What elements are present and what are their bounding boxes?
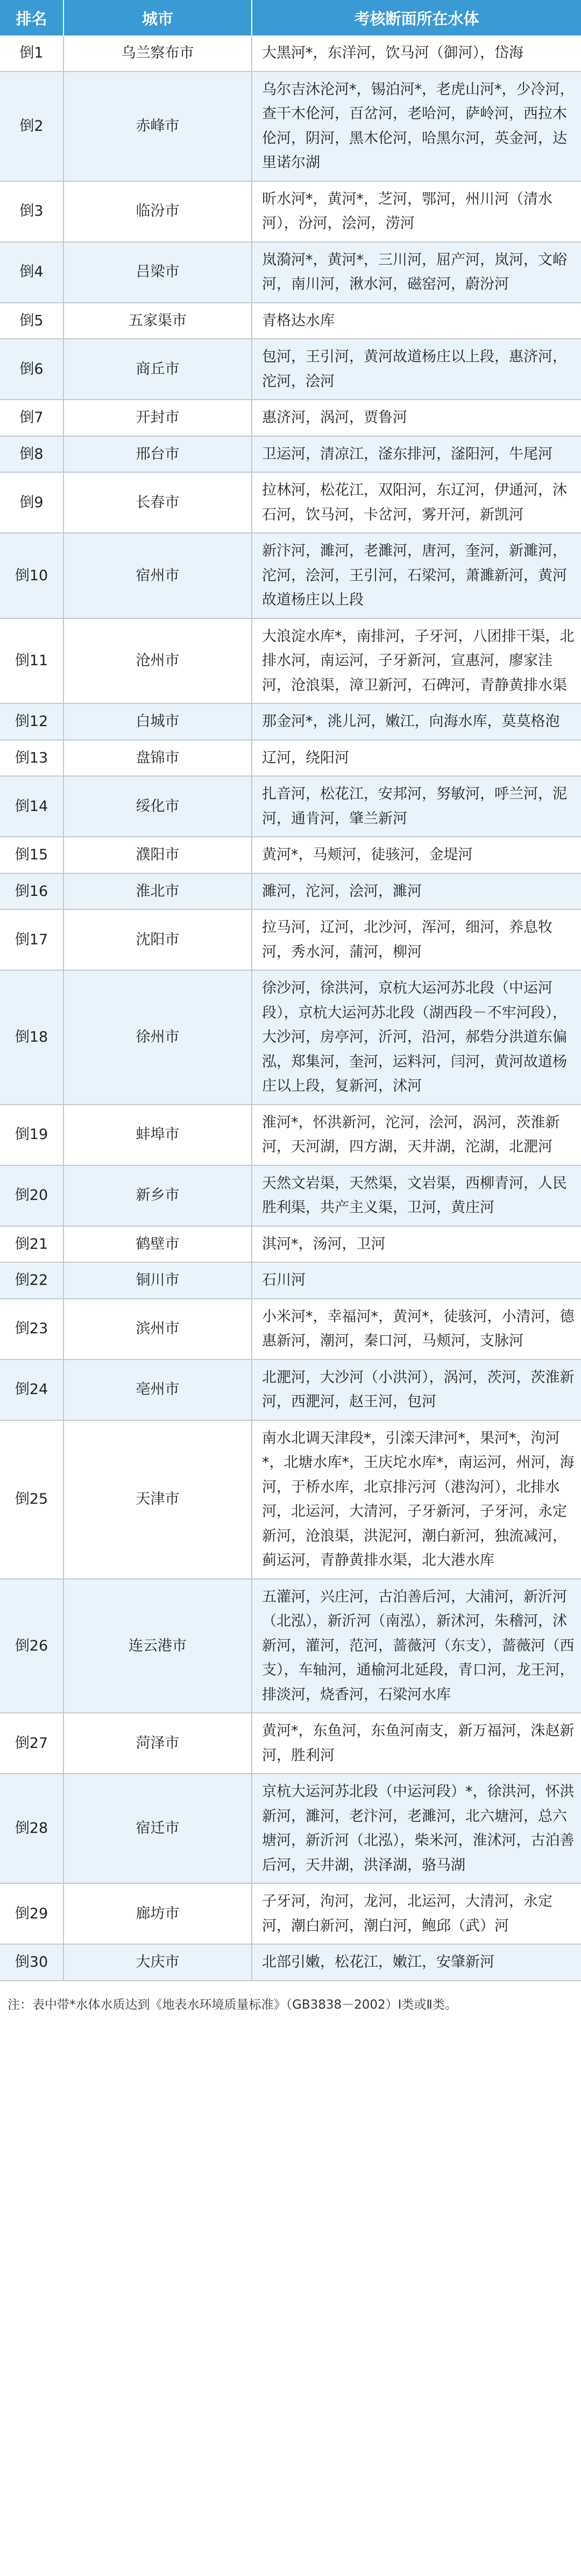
water-body-cell: 小米河*，幸福河*，黄河*，徒骇河，小清河，德惠新河，潮河，秦口河，马颊河，支脉河 — [252, 1299, 581, 1360]
rank-cell: 倒6 — [0, 339, 63, 400]
table-row — [0, 242, 581, 303]
table-row — [0, 1883, 581, 1944]
table-row — [0, 436, 581, 473]
city-cell: 濮阳市 — [63, 837, 252, 873]
rank-cell: 倒1 — [0, 35, 63, 72]
water-body-cell: 南水北调天津段*，引滦天津河*，果河*，泃河*，北塘水库*，王庆坨水库*，南运河，州河，海河，于桥水库，北京排污河（港沟河），北排水河，北运河，大清河，子牙新河，子牙河，永定新河，沧浪渠，洪泥河，潮白新河，独流减河，蓟运河，青静黄排水渠，北大港水库 — [252, 1420, 581, 1579]
city-cell: 徐州市 — [63, 970, 252, 1105]
table-row — [0, 72, 581, 181]
water-body-cell: 岚漪河*，黄河*，三川河，屈产河，岚河，文峪河，南川河，湫水河，磁窑河，蔚汾河 — [252, 242, 581, 303]
rank-cell: 倒30 — [0, 1944, 63, 1981]
city-cell: 白城市 — [63, 703, 252, 740]
city-cell: 大庆市 — [63, 1944, 252, 1981]
water-body-cell: 北淝河，大沙河（小洪河），涡河，茨河，茨淮新河，西淝河，赵王河，包河 — [252, 1360, 581, 1420]
city-cell: 天津市 — [63, 1420, 252, 1579]
table-row — [0, 1105, 581, 1165]
table-row — [0, 1165, 581, 1226]
water-body-cell: 黄河*，马颊河，徒骇河，金堤河 — [252, 837, 581, 873]
city-cell: 菏泽市 — [63, 1713, 252, 1774]
water-body-cell: 卫运河，清凉江，滏东排河，滏阳河，牛尾河 — [252, 436, 581, 473]
table-row — [0, 909, 581, 970]
table-header-row — [0, 0, 581, 35]
water-body-cell: 扎音河，松花江，安邦河，努敏河，呼兰河，泥河，通肯河，肇兰新河 — [252, 776, 581, 837]
table-row — [0, 1299, 581, 1360]
header-city: 城市 — [63, 0, 252, 35]
city-cell: 盘锦市 — [63, 740, 252, 777]
table-row — [0, 1262, 581, 1299]
water-body-cell: 那金河*，洮儿河，嫩江，向海水库，莫莫格泡 — [252, 703, 581, 740]
water-body-cell: 北部引嫩，松花江，嫩江，安肇新河 — [252, 1944, 581, 1981]
table-row — [0, 472, 581, 533]
city-cell: 鹤壁市 — [63, 1226, 252, 1263]
water-body-cell: 包河，王引河，黄河故道杨庄以上段，惠济河，沱河，浍河 — [252, 339, 581, 400]
table-row — [0, 1360, 581, 1420]
rank-cell: 倒15 — [0, 837, 63, 873]
city-cell: 连云港市 — [63, 1579, 252, 1713]
rank-cell: 倒14 — [0, 776, 63, 837]
water-body-cell: 黄河*，东鱼河，东鱼河南支，新万福河，洙赵新河，胜利河 — [252, 1713, 581, 1774]
rank-cell: 倒5 — [0, 303, 63, 339]
city-cell: 长春市 — [63, 472, 252, 533]
water-body-cell: 辽河，绕阳河 — [252, 740, 581, 777]
rank-cell: 倒10 — [0, 533, 63, 618]
rank-cell: 倒29 — [0, 1883, 63, 1944]
water-body-cell: 淮河*，怀洪新河，沱河，浍河，涡河，茨淮新河，天河湖，四方湖，天井湖，沱湖，北淝河 — [252, 1105, 581, 1165]
water-body-cell: 濉河，沱河，浍河，濉河 — [252, 873, 581, 910]
rank-cell: 倒19 — [0, 1105, 63, 1165]
water-body-cell: 子牙河，泃河，龙河，北运河，大清河，永定河，潮白新河，潮白河，鲍邱（武）河 — [252, 1883, 581, 1944]
water-body-cell: 昕水河*，黄河*，芝河，鄂河，州川河（清水河），汾河，浍河，涝河 — [252, 181, 581, 242]
city-cell: 亳州市 — [63, 1360, 252, 1420]
rank-cell: 倒3 — [0, 181, 63, 242]
rank-cell: 倒8 — [0, 436, 63, 473]
water-body-cell: 徐沙河，徐洪河，京杭大运河苏北段（中运河段），京杭大运河苏北段（湖西段－不牢河段），大沙河，房亭河，沂河，沿河，郝砦分洪道东偏泓，郑集河，奎河，运料河，闫河，黄河故道杨庄以上段，复新河，沭河 — [252, 970, 581, 1105]
rank-cell: 倒12 — [0, 703, 63, 740]
table-row — [0, 970, 581, 1105]
city-cell: 吕梁市 — [63, 242, 252, 303]
rank-cell: 倒25 — [0, 1420, 63, 1579]
rank-cell: 倒27 — [0, 1713, 63, 1774]
city-cell: 铜川市 — [63, 1262, 252, 1299]
rank-cell: 倒9 — [0, 472, 63, 533]
rank-cell: 倒24 — [0, 1360, 63, 1420]
table-row — [0, 35, 581, 72]
water-body-cell: 京杭大运河苏北段（中运河段）*，徐洪河，怀洪新河，濉河，老汴河，老濉河，北六塘河，总六塘河，新沂河（北泓），柴米河，淮沭河，古泊善后河，天井湖，洪泽湖，骆马湖 — [252, 1774, 581, 1883]
city-cell: 邢台市 — [63, 436, 252, 473]
water-body-cell: 惠济河，涡河，贾鲁河 — [252, 400, 581, 436]
city-cell: 廊坊市 — [63, 1883, 252, 1944]
rank-cell: 倒26 — [0, 1579, 63, 1713]
table-row — [0, 776, 581, 837]
water-body-cell: 新汴河，濉河，老濉河，唐河，奎河，新濉河，沱河，浍河，王引河，石梁河，萧濉新河，黄河故道杨庄以上段 — [252, 533, 581, 618]
table-row — [0, 339, 581, 400]
rank-cell: 倒4 — [0, 242, 63, 303]
rank-cell: 倒7 — [0, 400, 63, 436]
rank-cell: 倒13 — [0, 740, 63, 777]
city-cell: 商丘市 — [63, 339, 252, 400]
water-body-cell: 拉林河，松花江，双阳河，东辽河，伊通河，沐石河，饮马河，卡岔河，雾开河，新凯河 — [252, 472, 581, 533]
table-row — [0, 618, 581, 704]
city-cell: 五家渠市 — [63, 303, 252, 339]
city-cell: 临汾市 — [63, 181, 252, 242]
table-row — [0, 1226, 581, 1263]
table-row — [0, 303, 581, 339]
table-row — [0, 1713, 581, 1774]
water-body-cell: 乌尔吉沐沦河*，锡泊河*，老虎山河*，少冷河，查干木伦河，百岔河，老哈河，萨岭河，西拉木伦河，阴河，黑木伦河，哈黑尔河，英金河，达里诺尔湖 — [252, 72, 581, 181]
city-cell: 绥化市 — [63, 776, 252, 837]
city-cell: 宿迁市 — [63, 1774, 252, 1883]
table-footnote: 注：表中带*水体水质达到《地表水环境质量标准》（GB3838－2002）Ⅰ类或Ⅱ类。 — [8, 1997, 457, 2012]
city-cell: 宿州市 — [63, 533, 252, 618]
city-cell: 赤峰市 — [63, 72, 252, 181]
water-body-cell: 大浪淀水库*，南排河，子牙河，八团排干渠，北排水河，南运河，子牙新河，宣惠河，廖家洼河，沧浪渠，漳卫新河，石碑河，青静黄排水渠 — [252, 618, 581, 704]
rank-cell: 倒22 — [0, 1262, 63, 1299]
table-row — [0, 1774, 581, 1883]
header-water-body: 考核断面所在水体 — [252, 0, 581, 35]
rank-cell: 倒18 — [0, 970, 63, 1105]
city-cell: 淮北市 — [63, 873, 252, 910]
rank-cell: 倒11 — [0, 618, 63, 704]
city-cell: 蚌埠市 — [63, 1105, 252, 1165]
water-body-cell: 五灌河，兴庄河，古泊善后河，大浦河，新沂河（北泓），新沂河（南泓），新沭河，朱稽河，沭新河，灌河，范河，蔷薇河（东支），蔷薇河（西支），车轴河，通榆河北延段，青口河，龙王河，排淡河，烧香河，石梁河水库 — [252, 1579, 581, 1713]
water-body-cell: 拉马河，辽河，北沙河，浑河，细河，养息牧河，秀水河，蒲河，柳河 — [252, 909, 581, 970]
table-row — [0, 703, 581, 740]
water-body-cell: 淇河*，汤河，卫河 — [252, 1226, 581, 1263]
city-cell: 滨州市 — [63, 1299, 252, 1360]
table-row — [0, 400, 581, 436]
table-row — [0, 181, 581, 242]
city-cell: 新乡市 — [63, 1165, 252, 1226]
rank-cell: 倒20 — [0, 1165, 63, 1226]
table-row — [0, 533, 581, 618]
city-cell: 乌兰察布市 — [63, 35, 252, 72]
rank-cell: 倒17 — [0, 909, 63, 970]
rank-cell: 倒21 — [0, 1226, 63, 1263]
table-row — [0, 1579, 581, 1713]
table-row — [0, 1420, 581, 1579]
table-body — [0, 35, 581, 1981]
rank-cell: 倒2 — [0, 72, 63, 181]
city-cell: 沧州市 — [63, 618, 252, 704]
city-cell: 开封市 — [63, 400, 252, 436]
city-cell: 沈阳市 — [63, 909, 252, 970]
water-body-cell: 天然文岩渠，天然渠，文岩渠，西柳青河，人民胜利渠，共产主义渠，卫河，黄庄河 — [252, 1165, 581, 1226]
table-row — [0, 873, 581, 910]
table-row — [0, 1944, 581, 1981]
header-rank: 排名 — [0, 0, 63, 35]
rank-cell: 倒28 — [0, 1774, 63, 1883]
rank-cell: 倒23 — [0, 1299, 63, 1360]
water-body-cell: 石川河 — [252, 1262, 581, 1299]
rank-cell: 倒16 — [0, 873, 63, 910]
water-body-cell: 青格达水库 — [252, 303, 581, 339]
table-row — [0, 837, 581, 873]
water-body-cell: 大黑河*，东洋河，饮马河（御河），岱海 — [252, 35, 581, 72]
table-row — [0, 740, 581, 777]
